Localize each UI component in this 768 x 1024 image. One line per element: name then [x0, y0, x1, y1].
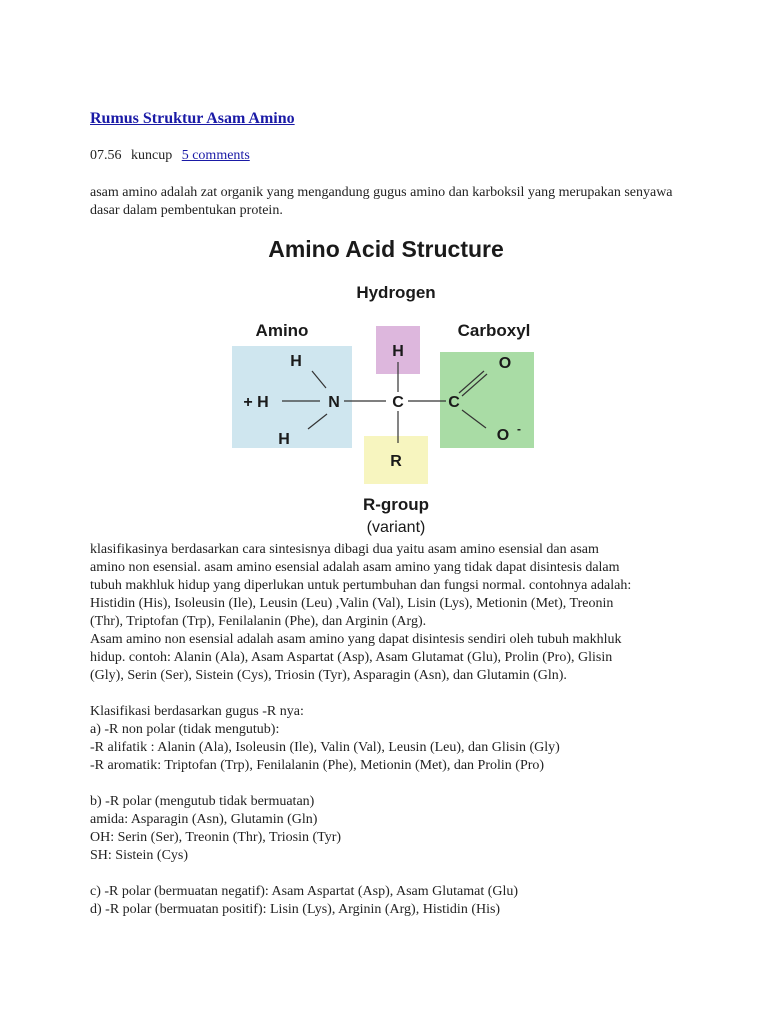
blog-post [90, 110, 690, 220]
atom-h-bottom-left: H [278, 431, 290, 448]
atom-c-center: C [392, 394, 404, 411]
text-line: -R aromatik: Triptofan (Trp), Fenilalanin (Phe), Metionin (Met), dan Prolin (Pro) [90, 758, 545, 773]
amino-label: Amino [255, 321, 309, 340]
text-line: SH: Sistein (Cys) [90, 848, 189, 863]
text-line: (Gly), Serin (Ser), Sistein (Cys), Triosin (Tyr), Asparagin (Asn), dan Glutamin (Gln). [90, 668, 567, 683]
text-line: -R alifatik : Alanin (Ala), Isoleusin (Ile), Valin (Val), Leusin (Leu), dan Glisin (Gly) [90, 740, 560, 755]
figure-title: Amino Acid Structure [268, 236, 504, 262]
atom-o-charge: - [517, 422, 521, 436]
text-line: Asam amino non esensial adalah asam amino yang dapat disintesis sendiri oleh tubuh makhluk [90, 632, 622, 647]
atom-r: R [390, 453, 402, 470]
text-line: tubuh makhluk hidup yang diperlukan untuk pertumbuhan dan fungsi normal. contohnya adalah: [90, 578, 632, 593]
atom-o-bottom: O [496, 427, 510, 444]
text-line: a) -R non polar (tidak mengutub): [90, 722, 280, 737]
post-time: 07.56 [90, 148, 122, 163]
post-meta [90, 148, 690, 164]
post-intro: asam amino adalah zat organik yang mengandung gugus amino dan karboksil yang merupakan senyawa dasar dalam pembentukan protein. [90, 185, 673, 218]
post-title-link[interactable]: Rumus Struktur Asam Amino [90, 110, 295, 127]
article-body [90, 541, 690, 919]
comments-link[interactable]: 5 comments [181, 148, 250, 163]
blank-line [90, 685, 690, 703]
atom-h-top-left: H [290, 353, 302, 370]
amino-acid-structure-figure [226, 230, 546, 540]
text-line: c) -R polar (bermuatan negatif): Asam Aspartat (Asp), Asam Glutamat (Glu) [90, 884, 519, 899]
structure-diagram [226, 230, 546, 540]
text-line: amida: Asparagin (Asn), Glutamin (Gln) [90, 812, 318, 827]
atom-plus-h: + H [243, 394, 269, 411]
text-line: OH: Serin (Ser), Treonin (Thr), Triosin (Tyr) [90, 830, 342, 845]
atom-h-top: H [392, 343, 404, 360]
atom-o-top: O [498, 355, 512, 372]
post-author: kuncup [131, 148, 173, 163]
text-line: hidup. contoh: Alanin (Ala), Asam Aspartat (Asp), Asam Glutamat (Glu), Prolin (Pro), Glisin [90, 650, 613, 665]
rgroup-label: R-group [362, 495, 430, 514]
atom-n: N [328, 394, 340, 411]
text-line: Histidin (His), Isoleusin (Ile), Leusin (Leu) ,Valin (Val), Lisin (Lys), Metionin (Met), Treonin [90, 596, 614, 611]
text-line: klasifikasinya berdasarkan cara sintesisnya dibagi dua yaitu asam amino esensial dan asam [90, 542, 599, 557]
text-line: b) -R polar (mengutub tidak bermuatan) [90, 794, 315, 809]
blank-line [90, 775, 690, 793]
text-line: d) -R polar (bermuatan positif): Lisin (Lys), Arginin (Arg), Histidin (His) [90, 902, 501, 917]
text-line: amino non esensial. asam amino esensial adalah asam amino yang tidak dapat disintesis dalam [90, 560, 620, 575]
text-line: Klasifikasi berdasarkan gugus -R nya: [90, 704, 304, 719]
hydrogen-label: Hydrogen [356, 283, 436, 302]
carboxyl-label: Carboxyl [457, 321, 531, 340]
atom-c-carboxyl: C [448, 394, 460, 411]
text-line: (Thr), Triptofan (Trp), Fenilalanin (Phe), dan Arginin (Arg). [90, 614, 427, 629]
blank-line [90, 865, 690, 883]
variant-label: (variant) [366, 519, 426, 536]
